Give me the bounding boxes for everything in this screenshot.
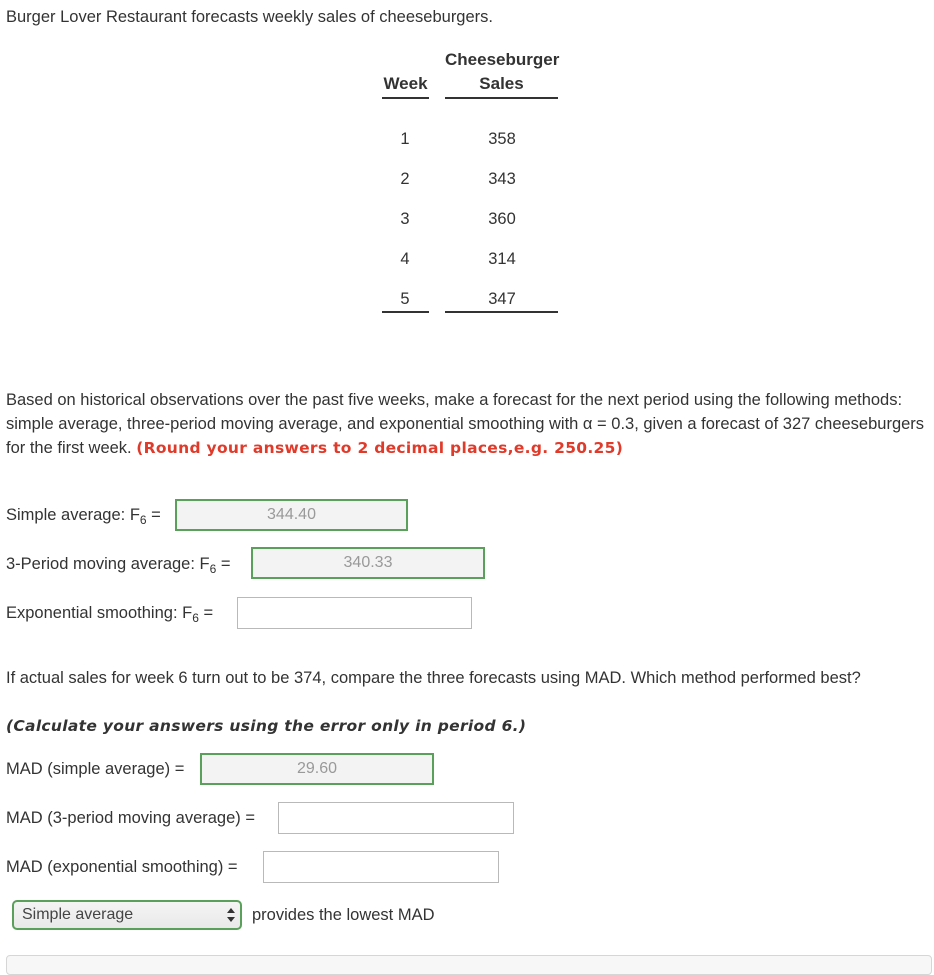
simple-average-input[interactable]: 344.40 [175, 499, 408, 531]
header-sales-line1: Cheeseburger [445, 50, 560, 69]
mad-simple-input[interactable]: 29.60 [200, 753, 434, 785]
moving-average-input[interactable]: 340.33 [251, 547, 485, 579]
sales-cell: 360 [488, 210, 516, 228]
sales-cell: 343 [488, 170, 516, 188]
header-sales-line2: Sales [479, 74, 524, 93]
intro-text: Burger Lover Restaurant forecasts weekly sales of cheeseburgers. [6, 8, 493, 26]
sales-cell: 314 [488, 250, 516, 268]
best-method-selected: Simple average [22, 906, 134, 923]
footer-rule-week [382, 311, 429, 313]
week-cell: 4 [400, 250, 410, 268]
question-2: If actual sales for week 6 turn out to be 374, compare the three forecasts using MAD. Which method performed best? [6, 669, 861, 687]
week-cell: 1 [400, 130, 410, 148]
equals-sign: = [198, 604, 214, 622]
sales-cell: 358 [488, 130, 516, 148]
simple-average-label [6, 503, 161, 528]
exp-smoothing-input[interactable] [237, 597, 472, 629]
mad-exp-input[interactable] [263, 851, 499, 883]
simple-average-label-text: Simple average: F [6, 506, 140, 524]
week-cell: 5 [400, 290, 410, 308]
mad-simple-label: MAD (simple average) = [6, 760, 185, 778]
exp-smoothing-label [6, 601, 213, 626]
header-sales [445, 48, 558, 96]
sales-cell: 347 [488, 290, 516, 308]
mad-exp-label: MAD (exponential smoothing) = [6, 858, 238, 876]
header-week: Week [383, 74, 428, 93]
week-cell: 3 [400, 210, 410, 228]
equals-sign: = [216, 555, 231, 573]
next-panel-edge [6, 955, 932, 975]
header-rule-sales [445, 97, 558, 99]
header-rule-week [382, 97, 429, 99]
exp-smoothing-label-text: Exponential smoothing: F [6, 604, 193, 622]
rounding-hint: (Round your answers to 2 decimal places,e.g. 250.25) [136, 439, 624, 457]
select-arrows-icon [226, 906, 236, 924]
footer-rule-sales [445, 311, 558, 313]
subscript: 6 [139, 513, 147, 527]
mad-moving-input[interactable] [278, 802, 514, 834]
week-cell: 2 [400, 170, 410, 188]
equals-sign: = [146, 506, 161, 524]
best-method-select[interactable] [12, 900, 242, 930]
subscript: 6 [209, 562, 217, 576]
moving-average-label-text: 3-Period moving average: F [6, 555, 210, 573]
best-method-suffix: provides the lowest MAD [252, 906, 435, 924]
moving-average-label [6, 552, 231, 577]
question-1 [6, 388, 934, 460]
subscript: 6 [192, 611, 199, 625]
mad-moving-label: MAD (3-period moving average) = [6, 809, 255, 827]
period-hint: (Calculate your answers using the error only in period 6.) [6, 717, 527, 735]
question-1-text: Based on historical observations over the past five weeks, make a forecast for the next period using the following methods: simple average, three-period moving average, and exponential smoothing with α = 0.3, given a forecast of 327 cheeseburgers for the first week. [6, 391, 925, 457]
